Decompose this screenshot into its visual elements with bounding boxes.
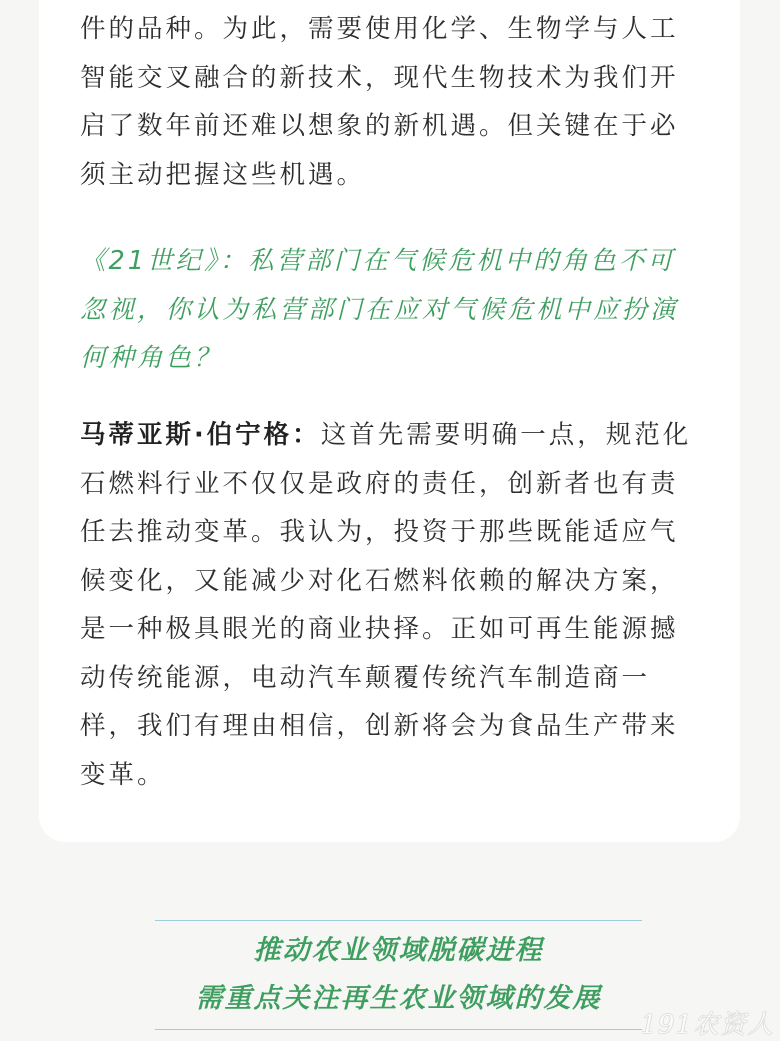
watermark: 191农资人 [640,1010,774,1040]
section-heading-line-1: 推动农业领域脱碳进程 [253,935,544,966]
answer-text: 这首先需要明确一点，规范化石燃料行业不仅仅是政府的责任，创新者也有责任去推动变革。我认为，投资于那些既能适应气候变化，又能减少对化石燃料依赖的解决方案，是一种极具眼光的商业抉择。正如可再生能源撼动传统能源，电动汽车颠覆传统汽车制造商一样，我们有理由相信，创新将会为食品生产带来变革。 [80,420,692,790]
section-heading-line-2: 需重点关注再生农业领域的发展 [195,983,602,1014]
paragraph-intro: 件的品种。为此，需要使用化学、生物学与人工智能交叉融合的新技术，现代生物技术为我们开启了数年前还难以想象的新机遇。但关键在于必须主动把握这些机遇。 [80,14,679,190]
answer-speaker: 马蒂亚斯·伯宁格： [80,420,321,450]
section-heading [155,920,642,1030]
interview-question: 《21世纪》：私营部门在气候危机中的角色不可忽视，你认为私营部门在应对气候危机中应扮演何种角色？ [80,246,679,373]
interview-answer [80,411,704,799]
